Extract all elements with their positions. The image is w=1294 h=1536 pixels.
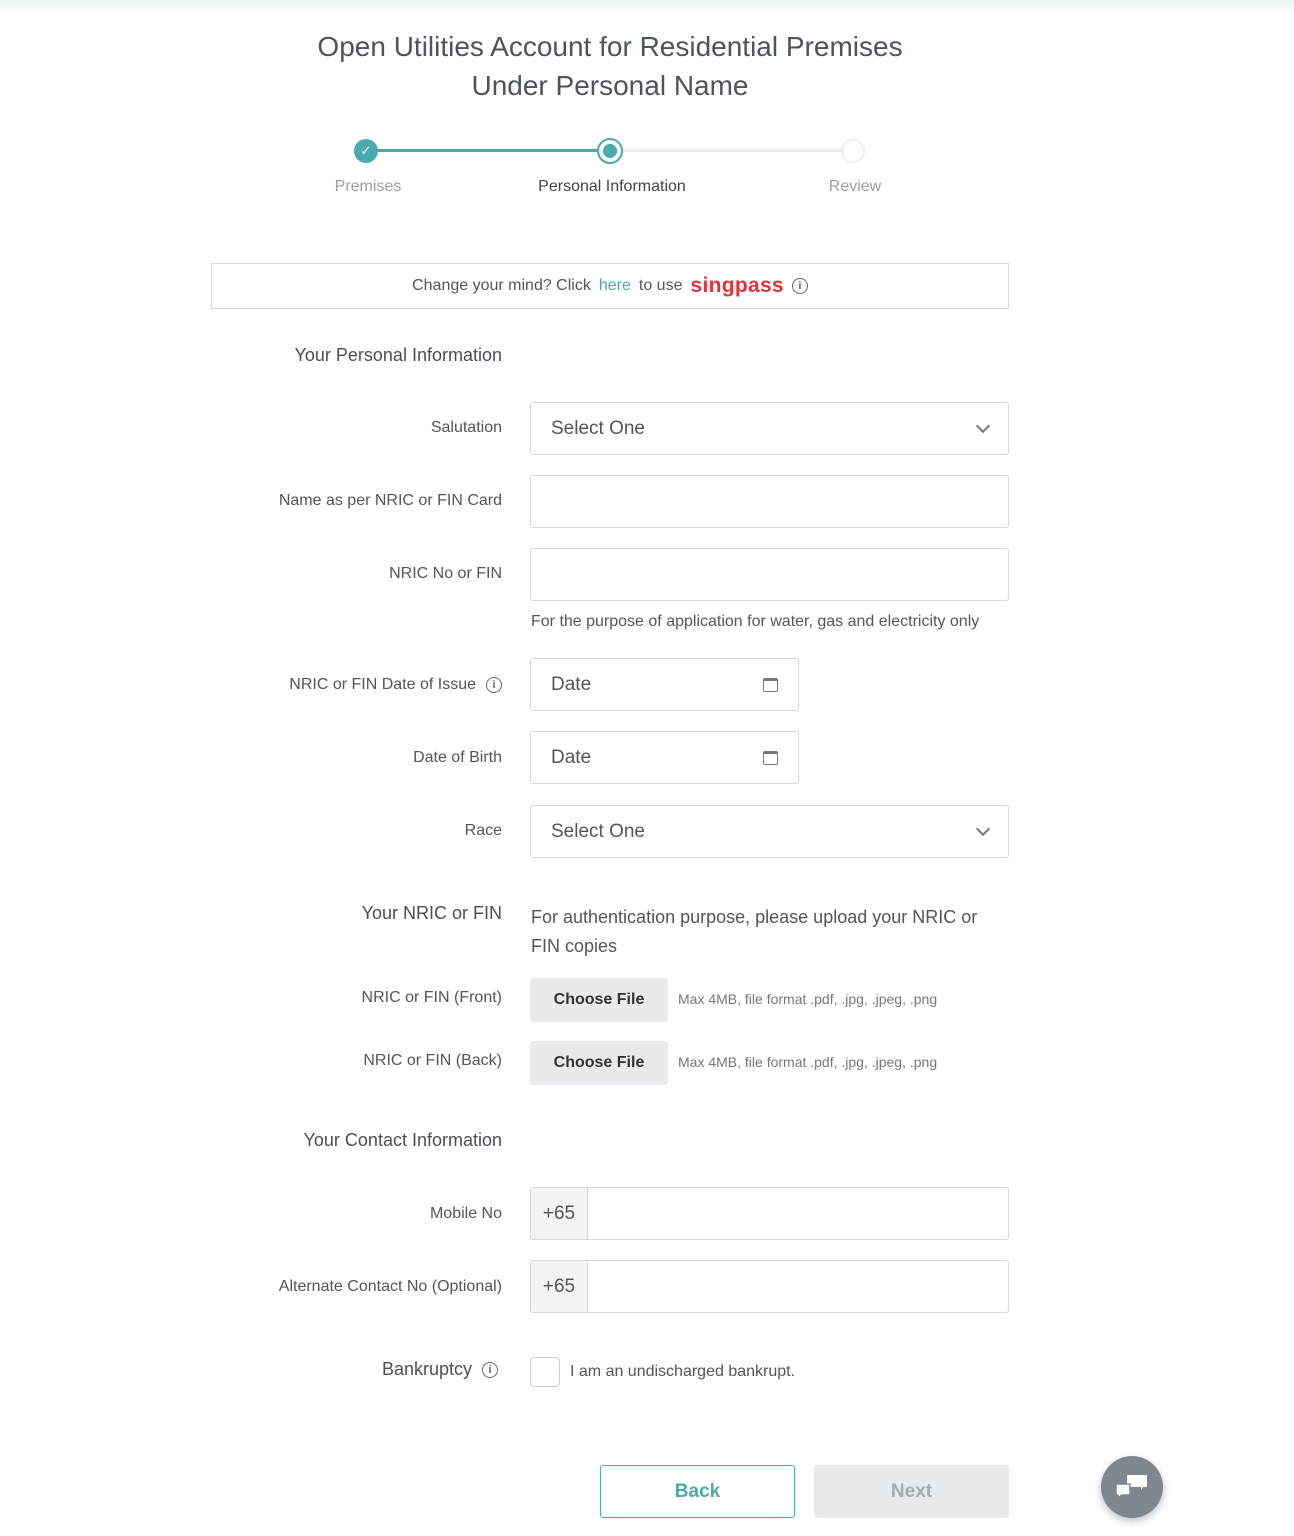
section-contact-heading: Your Contact Information [303, 1130, 502, 1150]
nric-label: NRIC No or FIN [389, 565, 502, 582]
chevron-down-icon [976, 418, 990, 432]
back-button[interactable]: Back [600, 1465, 795, 1518]
title-line-1: Open Utilities Account for Residential Premises [317, 31, 903, 62]
next-button[interactable]: Next [814, 1465, 1009, 1518]
step-active-dot [597, 138, 623, 164]
banner-text-2: to use [638, 277, 683, 294]
alt-contact-input[interactable] [588, 1261, 1008, 1312]
bankruptcy-checkbox[interactable] [530, 1357, 560, 1387]
calendar-icon[interactable] [763, 751, 778, 765]
progress-line-pending [610, 149, 853, 152]
banner-text: Change your mind? Click [412, 277, 591, 294]
file-hint-front: Max 4MB, file format .pdf, .jpg, .jpeg, .png [678, 991, 938, 1007]
mobile-field [530, 1187, 1009, 1240]
race-label: Race [464, 822, 502, 839]
info-icon[interactable]: i [792, 278, 808, 294]
check-icon: ✓ [354, 139, 378, 163]
nric-front-label: NRIC or FIN (Front) [361, 989, 502, 1006]
choose-file-front-button[interactable]: Choose File [530, 978, 668, 1022]
upload-description: For authentication purpose, please upload your NRIC or FIN copies [531, 907, 978, 956]
salutation-label: Salutation [430, 419, 502, 436]
file-hint-back: Max 4MB, file format .pdf, .jpg, .jpeg, .png [678, 1054, 938, 1070]
progress-line-done [366, 149, 610, 152]
issue-date-label [289, 676, 502, 694]
mobile-label: Mobile No [429, 1205, 502, 1222]
section-nric-heading: Your NRIC or FIN [361, 903, 502, 923]
here-link[interactable]: here [598, 277, 631, 294]
choose-file-back-button[interactable]: Choose File [530, 1041, 668, 1085]
chat-icon [1113, 1472, 1151, 1502]
title-line-2: Under Personal Name [471, 70, 749, 101]
bankruptcy-checkbox-label: I am an undischarged bankrupt. [570, 1363, 796, 1380]
mobile-input[interactable] [588, 1188, 1008, 1239]
step-personal-information: Personal Information [538, 178, 686, 195]
bankruptcy-label [382, 1359, 498, 1380]
chevron-down-icon [976, 821, 990, 835]
alt-contact-field [530, 1260, 1009, 1313]
info-icon[interactable]: i [482, 1362, 498, 1378]
step-review: Review [828, 178, 882, 195]
dob-input[interactable] [530, 731, 799, 784]
singpass-logo: singpass [690, 274, 784, 297]
page-title [0, 27, 1220, 105]
name-input[interactable] [530, 475, 1009, 528]
name-label: Name as per NRIC or FIN Card [278, 492, 502, 509]
race-value: Select One [551, 820, 645, 842]
step-premises: Premises [334, 178, 402, 195]
alt-contact-label: Alternate Contact No (Optional) [278, 1278, 502, 1295]
singpass-banner [211, 263, 1009, 309]
top-bar [0, 0, 1294, 14]
chat-button[interactable] [1101, 1456, 1163, 1518]
nric-back-label: NRIC or FIN (Back) [363, 1052, 502, 1069]
country-code: +65 [531, 1261, 588, 1312]
salutation-select[interactable] [530, 402, 1009, 455]
info-icon[interactable]: i [486, 677, 502, 693]
dob-placeholder: Date [551, 746, 592, 768]
step-pending-dot [841, 139, 865, 163]
bankruptcy-label-text: Bankruptcy [381, 1359, 472, 1379]
nric-input[interactable] [530, 548, 1009, 601]
nric-help-text: For the purpose of application for water, gas and electricity only [531, 613, 980, 630]
salutation-value: Select One [551, 417, 645, 439]
issue-date-placeholder: Date [551, 673, 592, 695]
section-personal-heading: Your Personal Information [294, 345, 502, 365]
issue-date-input[interactable] [530, 658, 799, 711]
issue-date-label-text: NRIC or FIN Date of Issue [289, 676, 476, 693]
race-select[interactable] [530, 805, 1009, 858]
country-code: +65 [531, 1188, 588, 1239]
dob-label: Date of Birth [413, 749, 502, 766]
calendar-icon[interactable] [763, 678, 778, 692]
